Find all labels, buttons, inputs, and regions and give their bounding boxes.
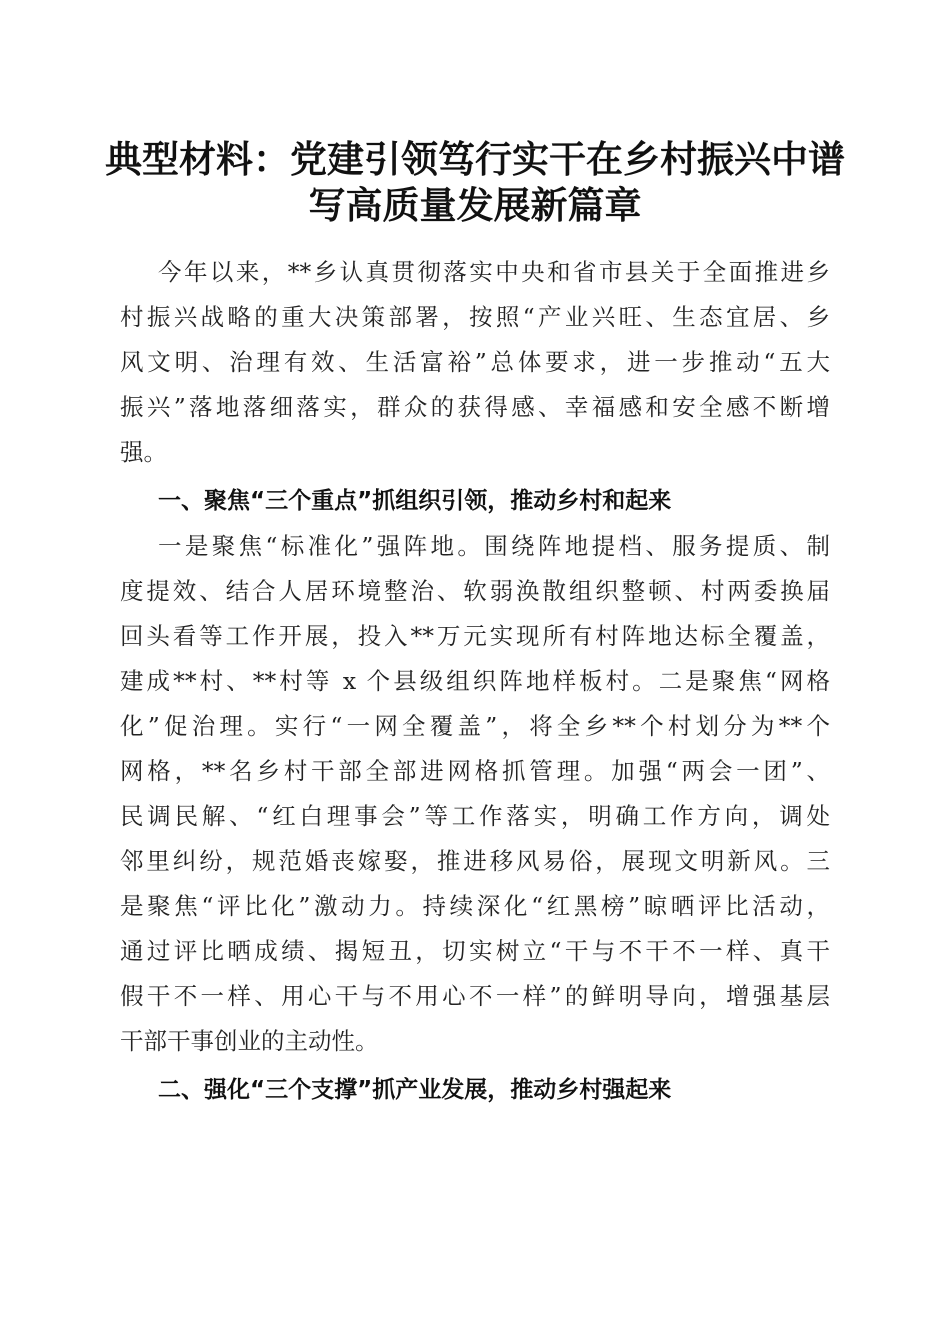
paragraph-line: 度提效、结合人居环境整治、软弱涣散组织整顿、村两委换届 <box>120 577 830 605</box>
document-body <box>120 250 830 1113</box>
paragraph-line: 是聚焦“评比化”激动力。持续深化“红黑榜”晾晒评比活动， <box>120 892 830 920</box>
paragraph-line: 强。 <box>120 438 167 466</box>
paragraph-line: 风文明、治理有效、生活富裕”总体要求，进一步推动“五大 <box>120 348 830 376</box>
paragraph-line: 干部干事创业的主动性。 <box>120 1027 379 1055</box>
paragraph-line: 回头看等工作开展，投入**万元实现所有村阵地达标全覆盖， <box>120 622 830 650</box>
paragraph-line: 通过评比晒成绩、揭短丑，切实树立“干与不干不一样、真干 <box>120 937 830 965</box>
paragraph-line: 今年以来，**乡认真贯彻落实中央和省市县关于全面推进乡 <box>158 258 830 286</box>
paragraph-line: 建成**村、**村等 x 个县级组织阵地样板村。二是聚焦“网格 <box>120 667 830 695</box>
paragraph-line: 村振兴战略的重大决策部署，按照“产业兴旺、生态宜居、乡 <box>120 303 830 331</box>
paragraph-line: 一是聚焦“标准化”强阵地。围绕阵地提档、服务提质、制 <box>158 532 830 560</box>
paragraph-line: 网格，**名乡村干部全部进网格抓管理。加强“两会一团”、 <box>120 757 830 785</box>
paragraph-line: 化”促治理。实行“一网全覆盖”，将全乡**个村划分为**个 <box>120 712 830 740</box>
document-title-line-2: 写高质量发展新篇章 <box>308 183 642 227</box>
intro-paragraph <box>120 250 830 475</box>
paragraph-line: 假干不一样、用心干与不用心不一样”的鲜明导向，增强基层 <box>120 982 830 1010</box>
section-1-paragraph <box>120 524 830 1064</box>
paragraph-line: 邻里纠纷，规范婚丧嫁娶，推进移风易俗，展现文明新风。三 <box>120 847 830 875</box>
paragraph-line: 民调民解、“红白理事会”等工作落实，明确工作方向，调处 <box>120 802 830 830</box>
section-heading-2: 二、强化“三个支撑”抓产业发展，推动乡村强起来 <box>158 1077 672 1103</box>
section-heading-1: 一、聚焦“三个重点”抓组织引领，推动乡村和起来 <box>158 488 672 514</box>
paragraph-line: 振兴”落地落细落实，群众的获得感、幸福感和安全感不断增 <box>120 393 830 421</box>
document-title-line-1: 典型材料：党建引领笃行实干在乡村振兴中谱 <box>105 137 845 181</box>
